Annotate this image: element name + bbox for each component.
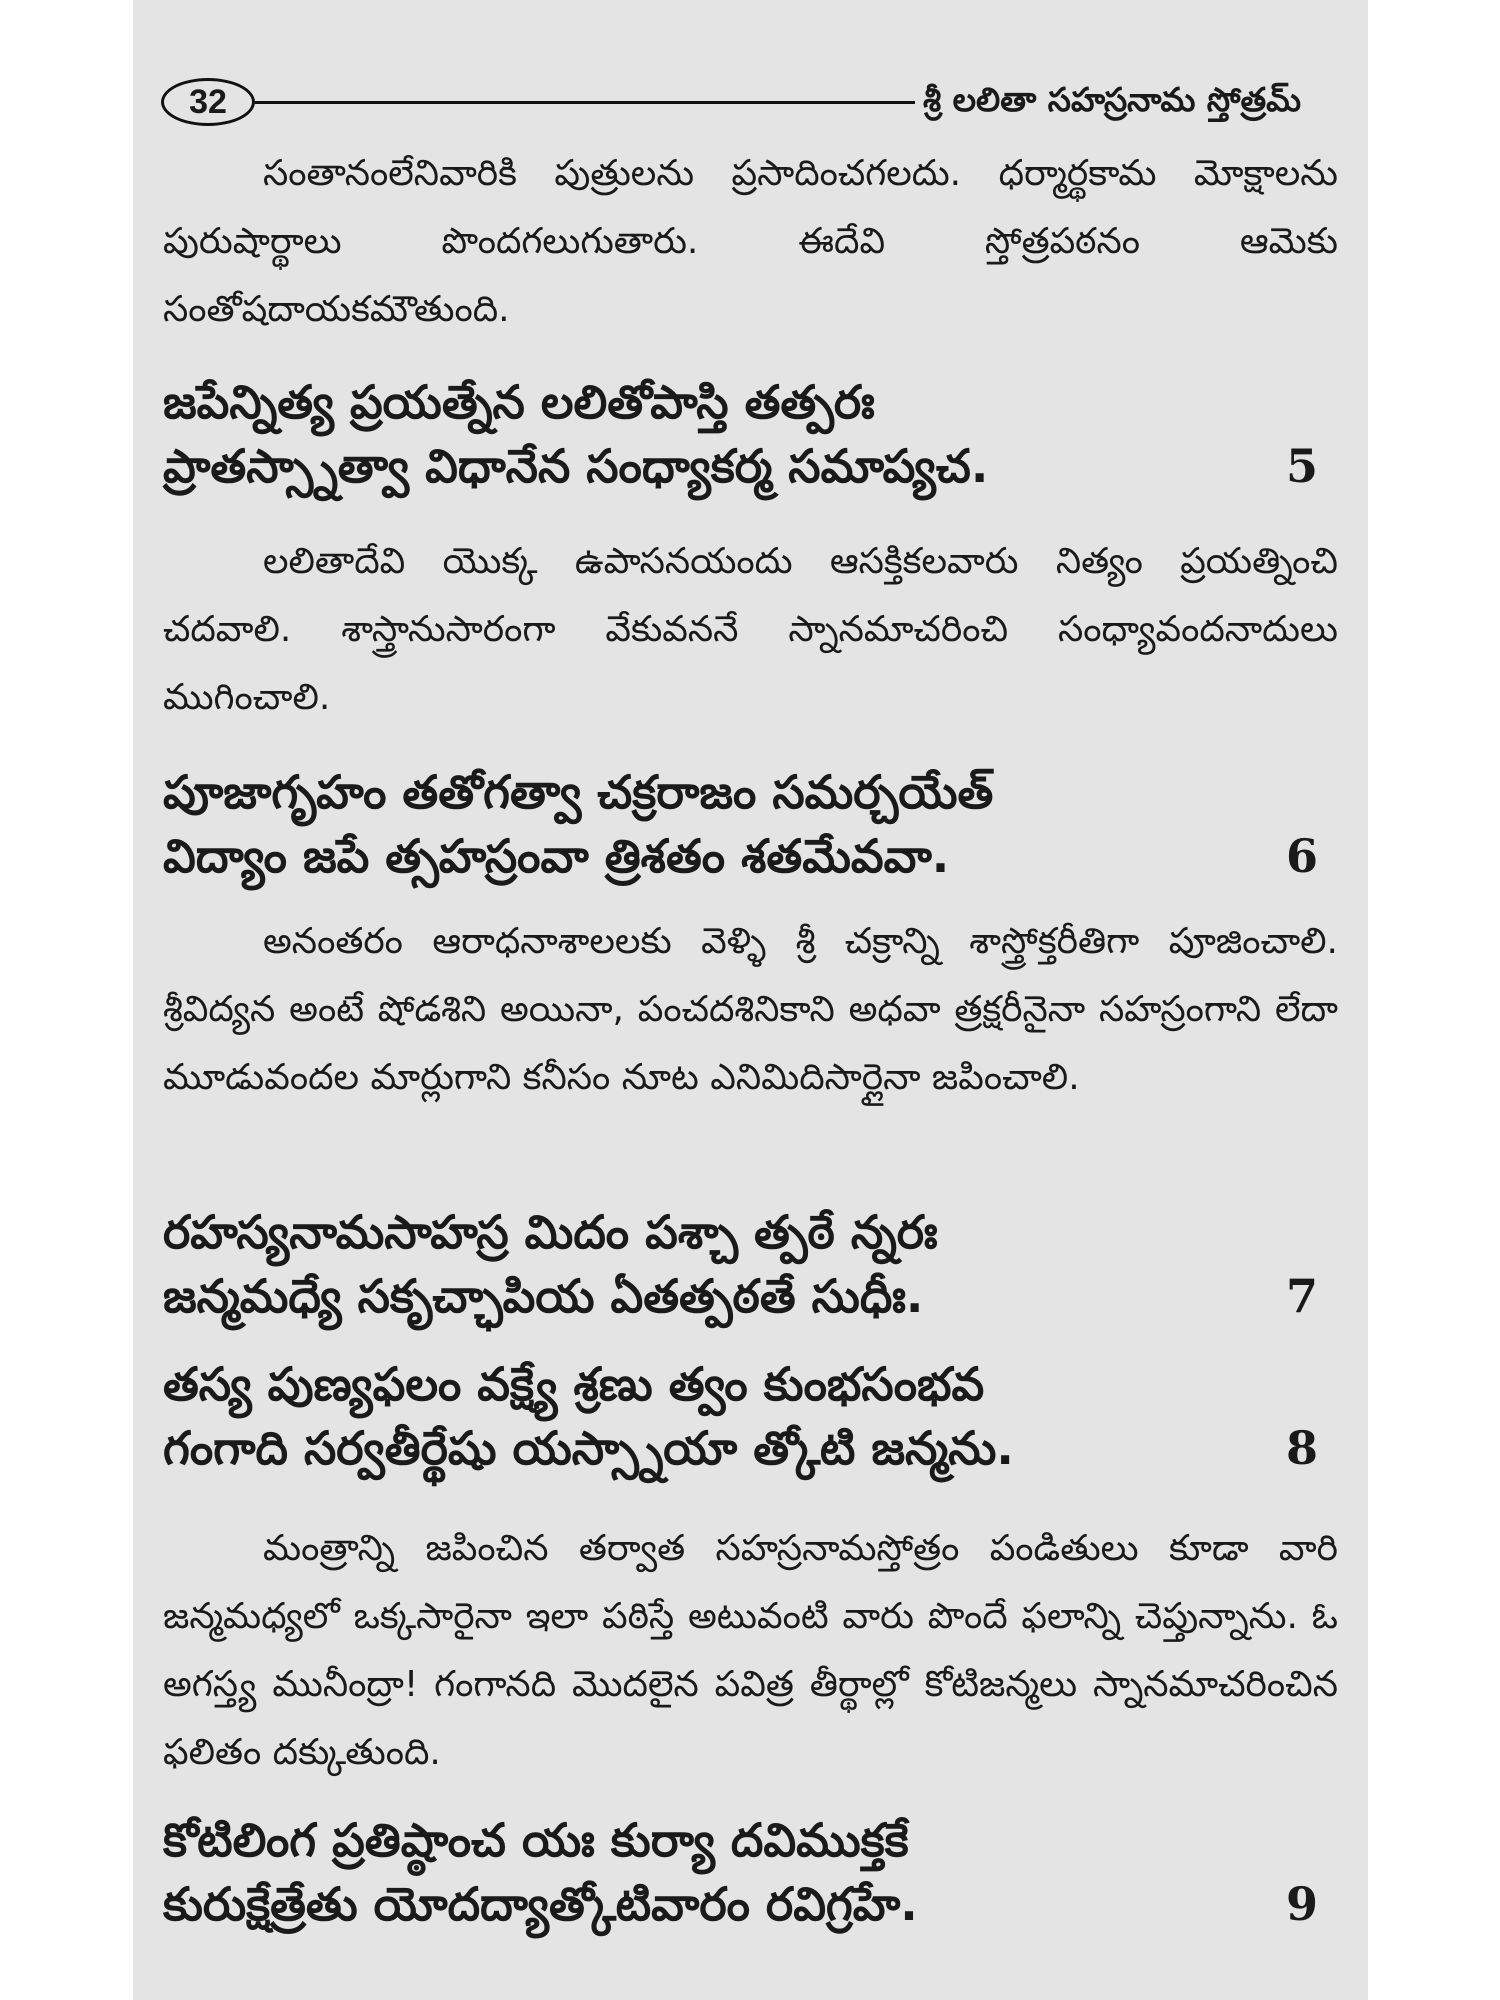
paragraph-text: సంతానంలేనివారికి పుత్రులను ప్రసాదించగలదు. ధర్మార్థకామ మోక్షాలను పురుషార్థాలు పొందగలుగుతారు. ఈదేవి స్తోత్రపఠనం ఆమెకు సంతోషదాయకమౌతుంది. [163, 153, 1338, 330]
page-header [161, 78, 1341, 128]
verse-text: కురుక్షేత్రేతు యోదద్యాత్కోటివారం రవిగ్రహే. [163, 1877, 918, 1931]
paragraph-4 [163, 1515, 1338, 1787]
verse-text: జన్మమధ్యే సకృచ్ఛాపియ ఏతత్పఠతే సుధీః. [163, 1269, 924, 1323]
verse-number: 8 [1285, 1421, 1318, 1475]
header-rule [255, 101, 915, 104]
paragraph-text: లలితాదేవి యొక్క ఉపాసనయందు ఆసక్తికలవారు నిత్యం ప్రయత్నించి చదవాలి. శాస్త్రానుసారంగా వేకువననే స్నానమాచరించి సంధ్యావందనాదులు ముగించాలి. [163, 541, 1338, 718]
paragraph-text: అనంతరం ఆరాధనాశాలలకు వెళ్ళి శ్రీ చక్రాన్ని శాస్త్రోక్తరీతిగా పూజించాలి. శ్రీవిద్యన అంటే షోడశిని అయినా, పంచదశినికాని అధవా త్రక్షరీనైనా సహస్రంగాని లేదా మూడువందల మార్లుగాని కనీసం నూట ఎనిమిదిసార్లైనా జపించాలి. [163, 921, 1338, 1098]
verse-line: రహస్యనామసాహస్ర మిదం పశ్చా త్పఠే న్నరః [163, 1205, 938, 1259]
verse-7 [163, 1200, 1338, 1328]
verse-5 [163, 370, 1338, 498]
right-margin [1368, 0, 1500, 2000]
running-title: శ్రీ లలితా సహస్రనామ స్తోత్రమ్ [923, 80, 1302, 119]
verse-text: విద్యాం జపే త్సహస్రంవా త్రిశతం శతమేవవా. [163, 829, 950, 883]
verse-line: కోటిలింగ ప్రతిష్ఠాంచ యః కుర్యా దవిముక్తకే [163, 1813, 909, 1867]
verse-text: గంగాది సర్వతీర్థేషు యస్స్నాయా త్కోటి జన్మను. [163, 1421, 1014, 1475]
verse-line [163, 1416, 1338, 1480]
paragraph-text: మంత్రాన్ని జపించిన తర్వాత సహస్రనామస్తోత్రం పండితులు కూడా వారి జన్మమధ్యలో ఒక్కసారైనా ఇలా పఠిస్తే అటువంటి వారు పొందే ఫలాన్ని చెప్తున్నాను. ఓ అగస్త్య మునీంద్రా! గంగానది మొదలైన పవిత్ర తీర్థాల్లో కోటిజన్మలు స్నానమాచరించిన ఫలితం దక్కుతుంది. [163, 1528, 1338, 1773]
verse-line: పూజాగృహం తతోగత్వా చక్రరాజం సమర్చయేత్ [163, 765, 994, 819]
book-page [133, 0, 1368, 2000]
verse-text: ప్రాతస్స్నాత్వా విధానేన సంధ్యాకర్మ సమాప్యచ. [163, 439, 989, 493]
verse-9 [163, 1808, 1338, 1936]
page-number: 32 [161, 78, 255, 126]
verse-8 [163, 1352, 1338, 1480]
paragraph-2 [163, 528, 1338, 732]
verse-6 [163, 760, 1338, 888]
verse-line [163, 1264, 1338, 1328]
paragraph-3 [163, 908, 1338, 1112]
verse-line [163, 824, 1338, 888]
left-margin [0, 0, 133, 2000]
verse-line [163, 1872, 1338, 1936]
verse-number: 9 [1285, 1877, 1318, 1931]
verse-line: తస్య పుణ్యఫలం వక్ష్యే శ్రణు త్వం కుంభసంభవ [163, 1357, 985, 1411]
paragraph-1 [163, 140, 1338, 344]
verse-number: 5 [1285, 439, 1318, 493]
verse-number: 6 [1285, 829, 1318, 883]
verse-line: జపేన్నిత్య ప్రయత్నేన లలితోపాస్తి తత్పరః [163, 375, 875, 429]
verse-line [163, 434, 1338, 498]
verse-number: 7 [1285, 1269, 1318, 1323]
